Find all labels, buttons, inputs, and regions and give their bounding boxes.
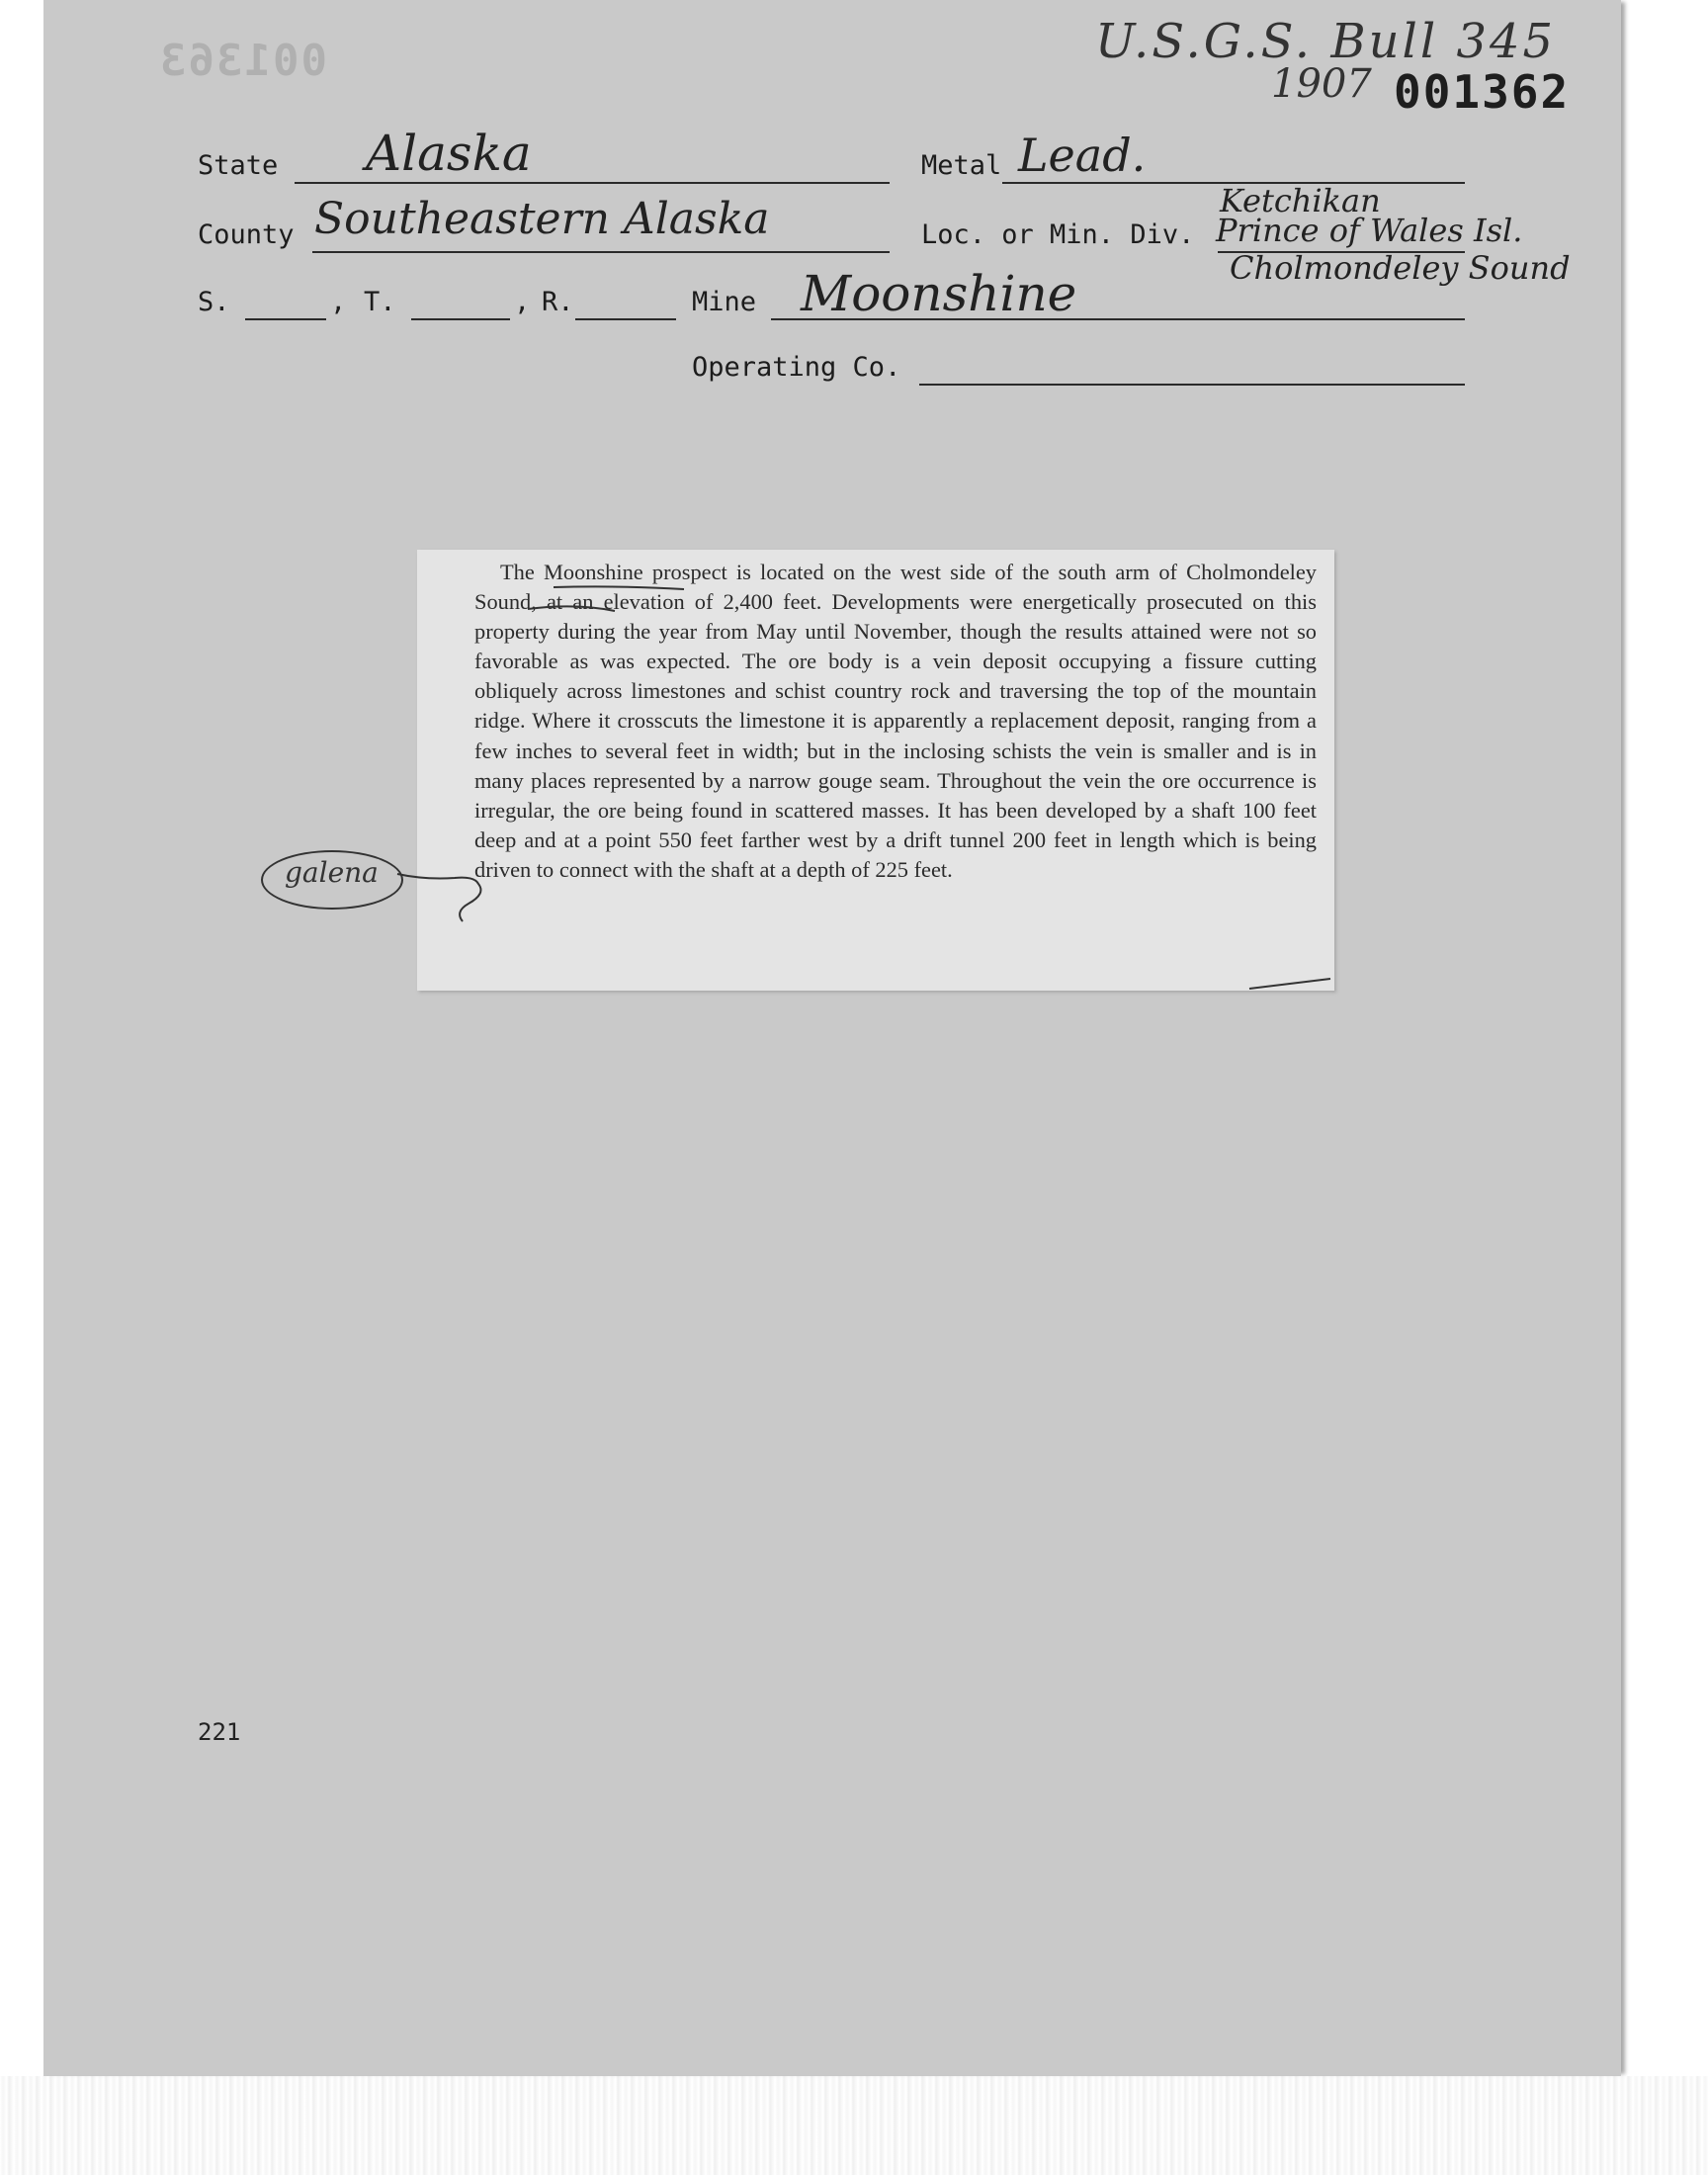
annotation-text: galena [285, 856, 379, 889]
mine-label: Mine [692, 287, 757, 317]
county-value: Southeastern Alaska [314, 194, 770, 244]
annotation-arrow-icon [395, 860, 514, 939]
loc-value-line3: Cholmondeley Sound [1230, 249, 1571, 287]
clipping-text: The Moonshine prospect is located on the west side of the south arm of Cholmondeley Sound, at an elevation of 2,400 feet. Developments were energetically prosecuted on this property during the year from May until November, though the results attained were not so favorable as was expected. The ore body is a vein deposit occupying a fissure cutting obliquely across limestones and schist country rock and traversing the top of the mountain ridge. Where it crosscuts the limestone it is apparently a replacement deposit, ranging from a few inches to several feet in width; but in the inclosing schists the vein is smaller and is in many places represented by a narrow gouge seam. Throughout the vein the ore occurrence is irregular, the ore being found in scattered masses. It has been developed by a shaft 100 feet deep and at a point 550 feet farther west by a drift tunnel 200 feet in length which is being driven to connect with the shaft at a depth of 225 feet. [474, 560, 1317, 882]
county-label: County [198, 219, 295, 250]
metal-value: Lead. [1018, 129, 1147, 182]
loc-label: Loc. or Min. Div. [921, 219, 1195, 250]
r-line [575, 318, 676, 320]
state-value: Alaska [366, 125, 532, 182]
s-label: S. [198, 287, 230, 317]
r-label: R. [542, 287, 574, 317]
page-number: 221 [198, 1718, 241, 1746]
state-line [295, 182, 890, 184]
clipping-underlines [417, 550, 1334, 991]
record-stamp-number: 001362 [1394, 65, 1571, 119]
metal-label: Metal [921, 150, 1002, 181]
county-line [312, 251, 890, 253]
state-label: State [198, 150, 279, 181]
mirrored-number: 001363 [158, 36, 327, 86]
t-line [411, 318, 510, 320]
s-line [245, 318, 326, 320]
mine-value: Moonshine [801, 265, 1077, 322]
operating-label: Operating Co. [692, 352, 901, 383]
text-clipping [417, 550, 1334, 991]
s-comma: , [330, 287, 347, 317]
t-comma: , [514, 287, 531, 317]
loc-value-line2: Prince of Wales Isl. [1216, 212, 1523, 249]
scan-artifact-strip [0, 2076, 1708, 2175]
t-label: T. [364, 287, 396, 317]
year-note: 1907 [1271, 61, 1372, 107]
loc-value-line1: Ketchikan [1220, 182, 1381, 219]
operating-line [919, 384, 1465, 386]
source-note: U.S.G.S. Bull 345 [1095, 14, 1557, 69]
